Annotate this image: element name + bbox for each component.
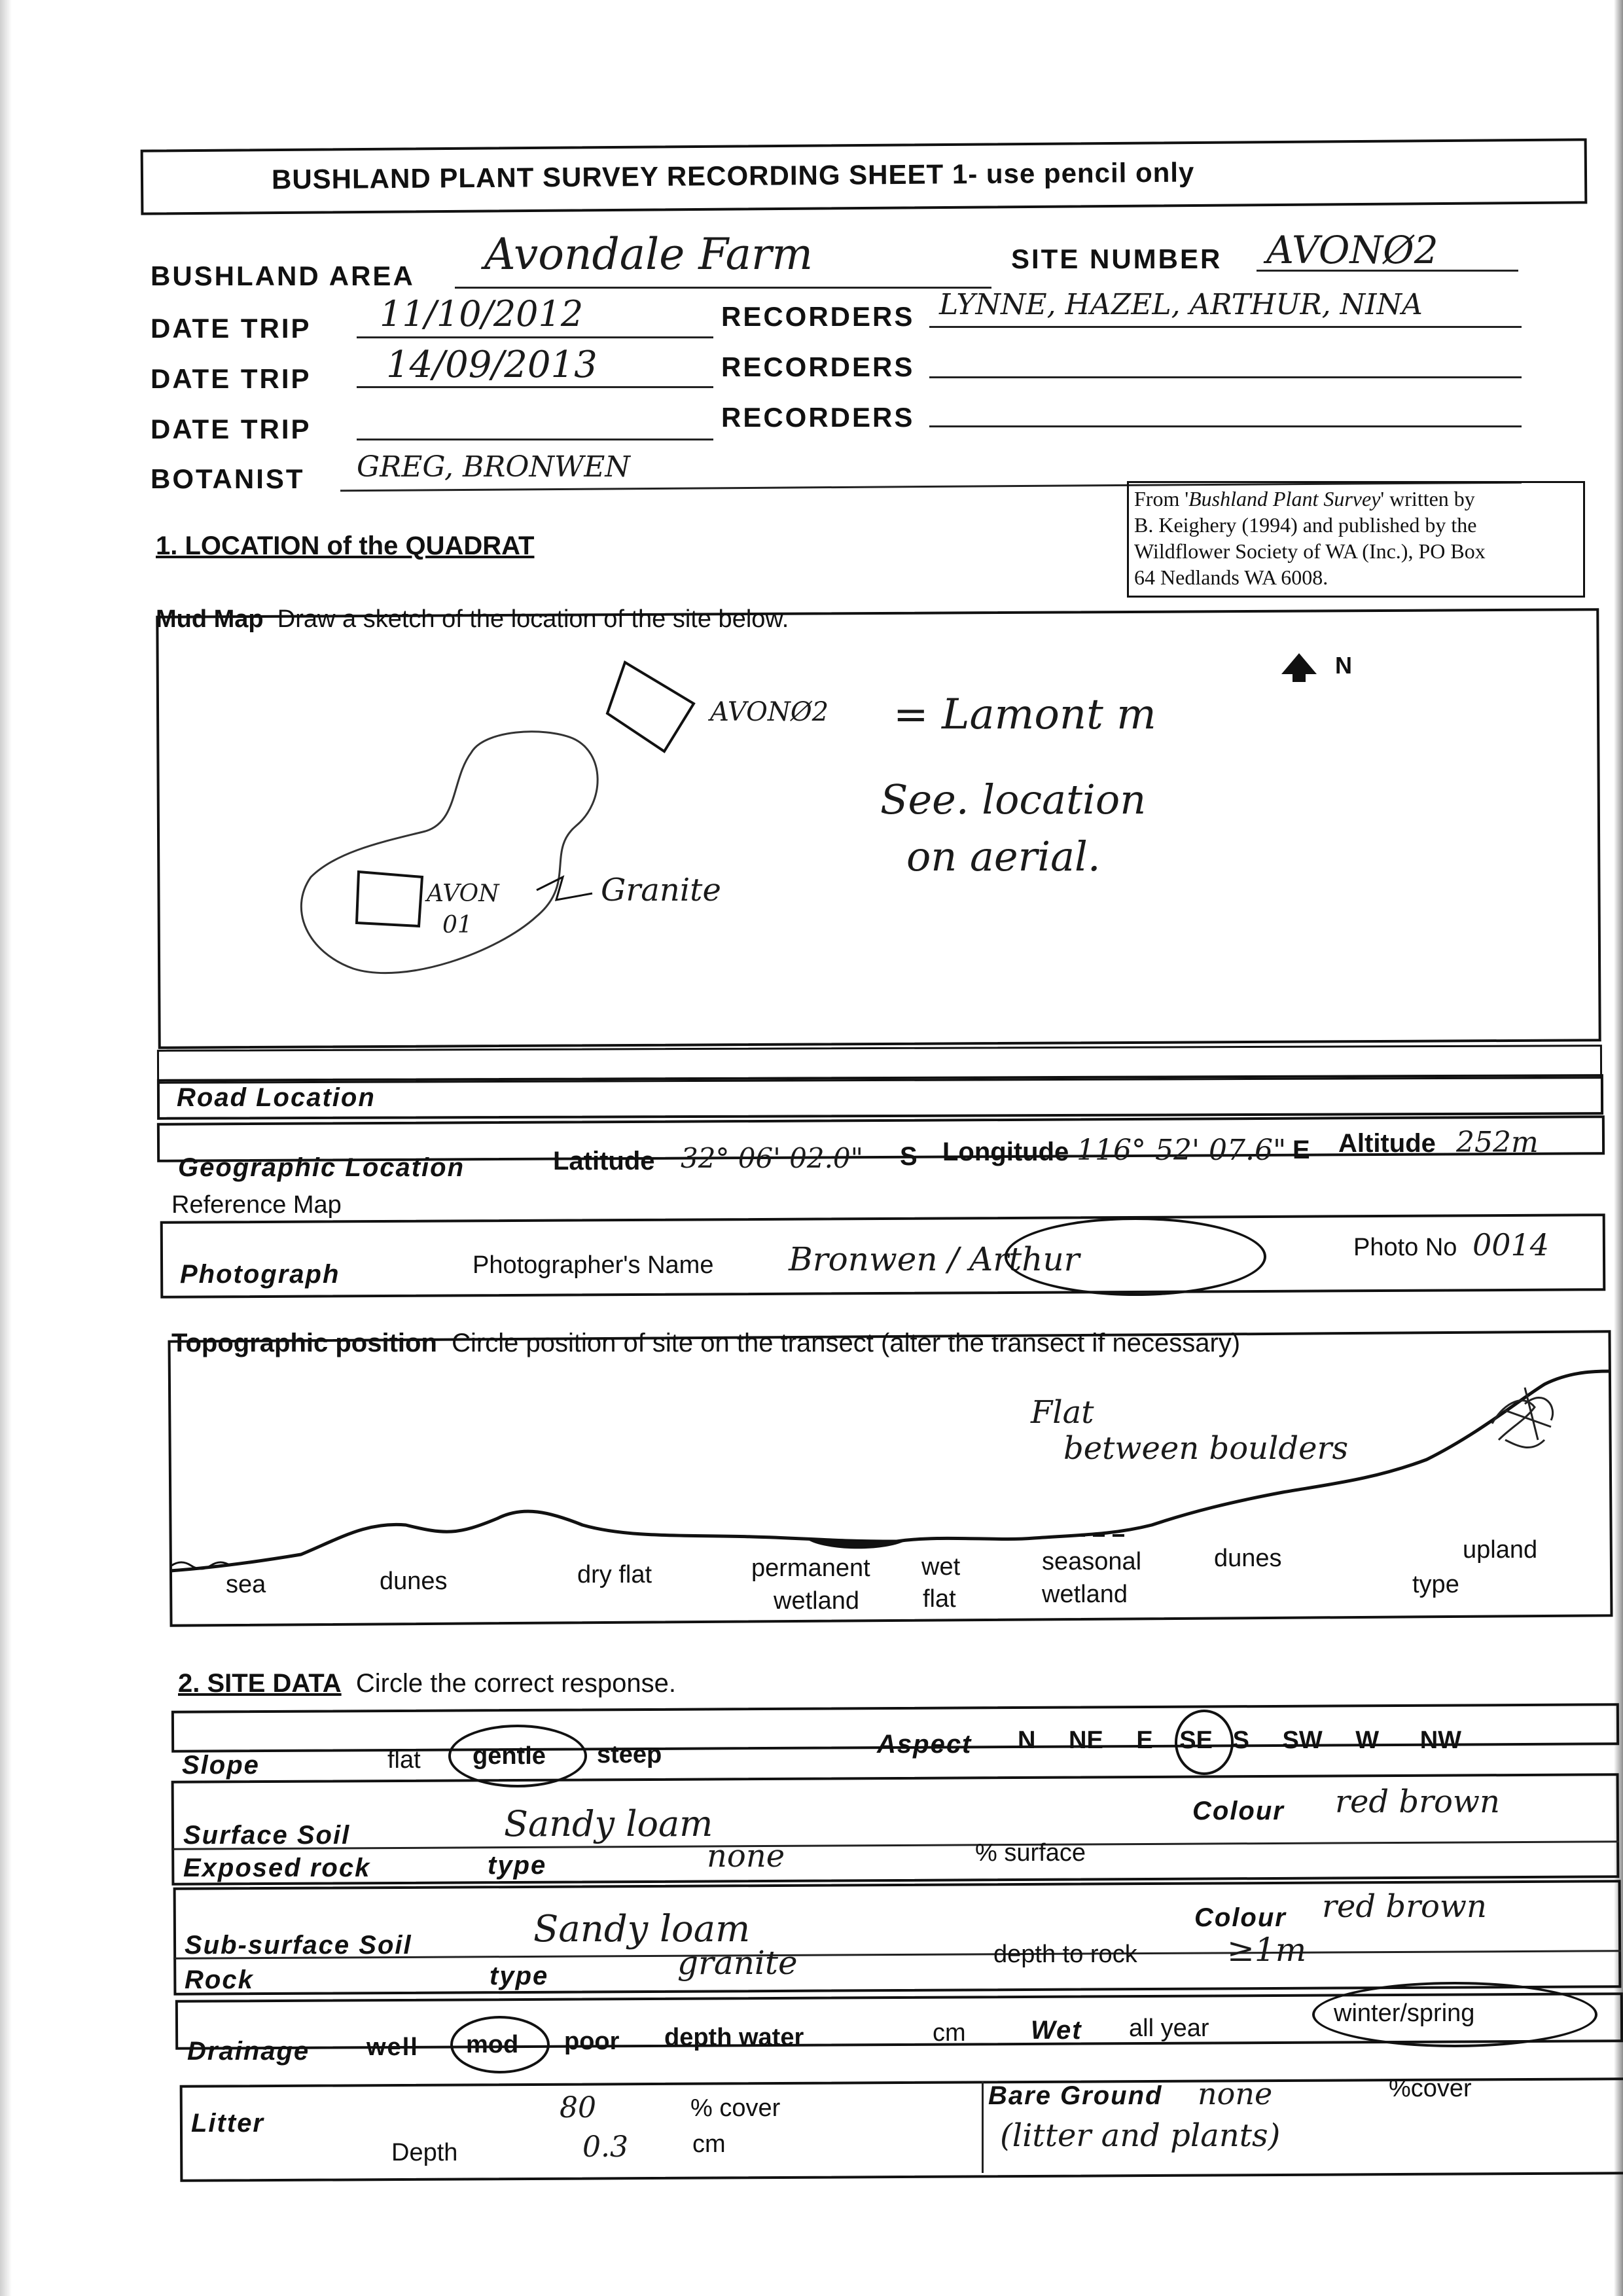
depth-water-label: depth water bbox=[664, 2024, 804, 2051]
aspect-nw[interactable]: NW bbox=[1419, 1727, 1462, 1754]
latitude-value: 32° 06' 02.0" bbox=[681, 1142, 863, 1174]
photo-no-value: 0014 bbox=[1472, 1227, 1550, 1263]
date-trip-line-2[interactable] bbox=[357, 386, 713, 388]
site-number-label: SITE NUMBER bbox=[1011, 243, 1222, 274]
latitude-direction: S bbox=[900, 1142, 918, 1171]
recorders-label-2: RECORDERS bbox=[721, 351, 915, 382]
photographer-circle bbox=[1005, 1217, 1266, 1296]
aspect-s[interactable]: S bbox=[1232, 1727, 1249, 1754]
date-trip-value-1: 11/10/2012 bbox=[380, 293, 584, 334]
aspect-label: Aspect bbox=[877, 1730, 972, 1759]
aspect-ne[interactable]: NE bbox=[1069, 1727, 1103, 1754]
aspect-options[interactable] bbox=[1018, 1727, 1461, 1755]
credit-text: From 'Bushland Plant Survey' written by B. Keighery (1994) and published by the Wildflower Society of WA (Inc.), PO Box 64 Nedlands WA 6008. bbox=[1134, 487, 1486, 589]
bare-ground-value: none bbox=[1198, 2076, 1273, 2111]
subsurface-soil-label: Sub-surface Soil bbox=[185, 1931, 412, 1960]
aspect-n[interactable]: N bbox=[1018, 1727, 1036, 1754]
area-label: BUSHLAND AREA bbox=[151, 260, 415, 291]
slope-option-steep[interactable]: steep bbox=[597, 1741, 662, 1768]
mud-map-label: Mud Map Draw a sketch of the location of the site below. bbox=[156, 605, 789, 633]
transect-label-permanent: permanent bbox=[751, 1554, 870, 1582]
transect-label-type: type bbox=[1412, 1571, 1459, 1598]
transect-label-seasonal: seasonal bbox=[1042, 1548, 1142, 1575]
subsurface-colour-label: Colour bbox=[1194, 1903, 1287, 1932]
recorders-label-3: RECORDERS bbox=[721, 402, 915, 433]
topo-note-line2: between boulders bbox=[1063, 1430, 1349, 1467]
transect-label-dunes-2: dunes bbox=[1214, 1545, 1282, 1572]
drainage-selected-circle bbox=[450, 2016, 550, 2073]
drainage-option-mod[interactable]: mod bbox=[466, 2031, 519, 2058]
recorders-line-1[interactable] bbox=[929, 326, 1522, 328]
botanist-label: BOTANIST bbox=[151, 463, 305, 494]
aspect-selected-circle bbox=[1175, 1710, 1234, 1775]
botanist-value: GREG, BRONWEN bbox=[357, 450, 630, 484]
recorders-value-1: LYNNE, HAZEL, ARTHUR, NINA bbox=[939, 288, 1423, 321]
drainage-option-well[interactable]: well bbox=[366, 2034, 419, 2061]
recorders-line-3[interactable] bbox=[929, 425, 1522, 427]
transect-label-dry-flat: dry flat bbox=[577, 1561, 652, 1588]
depth-to-rock-label: depth to rock bbox=[993, 1941, 1137, 1968]
geographic-location-label: Geographic Location bbox=[178, 1153, 465, 1182]
date-trip-label-2: DATE TRIP bbox=[151, 363, 312, 394]
site-number-value: AVONØ2 bbox=[1266, 228, 1438, 272]
depth-water-unit: cm bbox=[933, 2019, 966, 2047]
sketch-site1-label: AVONØ2 bbox=[710, 697, 829, 727]
transect-label-sea: sea bbox=[226, 1571, 266, 1598]
date-trip-line-3[interactable] bbox=[357, 439, 713, 440]
drainage-label: Drainage bbox=[187, 2037, 310, 2066]
longitude-label: Longitude bbox=[942, 1138, 1069, 1166]
topographic-label: Topographic position Circle position of site on the transect (alter the transect if necessary) bbox=[171, 1329, 1241, 1357]
drainage-option-poor[interactable]: poor bbox=[564, 2028, 620, 2055]
surface-soil-value: Sandy loam bbox=[504, 1803, 713, 1844]
litter-value: 80 bbox=[560, 2091, 596, 2125]
sketch-granite-label: Granite bbox=[601, 872, 721, 908]
latitude-label: Latitude bbox=[553, 1147, 655, 1175]
depth-to-rock-value: ≥1m bbox=[1227, 1931, 1307, 1969]
litter-depth-label: Depth bbox=[391, 2139, 458, 2166]
litter-pct-cover-label: % cover bbox=[690, 2094, 781, 2122]
north-label: N bbox=[1335, 652, 1352, 679]
mud-map-box[interactable] bbox=[156, 608, 1601, 1049]
photographer-label: Photographer's Name bbox=[473, 1251, 714, 1279]
altitude-label: Altitude bbox=[1338, 1129, 1436, 1158]
page-title: BUSHLAND PLANT SURVEY RECORDING SHEET 1- use pencil only bbox=[271, 156, 1195, 195]
photograph-label: Photograph bbox=[180, 1260, 340, 1289]
area-field-line[interactable] bbox=[455, 287, 991, 289]
date-trip-value-2: 14/09/2013 bbox=[386, 344, 597, 386]
bare-ground-label: Bare Ground bbox=[988, 2081, 1163, 2110]
transect-label-flat: flat bbox=[923, 1585, 956, 1613]
transect-label-wet: wet bbox=[921, 1553, 961, 1581]
aspect-sw[interactable]: SW bbox=[1282, 1727, 1323, 1754]
subsurface-soil-value: Sandy loam bbox=[533, 1908, 751, 1950]
aspect-se[interactable]: SE bbox=[1179, 1727, 1213, 1754]
slope-label: Slope bbox=[182, 1751, 260, 1780]
area-value: Avondale Farm bbox=[484, 229, 813, 279]
wet-label: Wet bbox=[1031, 2016, 1082, 2045]
wet-option-all-year[interactable]: all year bbox=[1129, 2015, 1209, 2042]
sketch-site2-label: AVON bbox=[427, 880, 499, 907]
sketch-site2-num: 01 bbox=[442, 912, 473, 939]
exposed-rock-type-value: none bbox=[707, 1838, 785, 1874]
sketch-note-line2: on aerial. bbox=[906, 833, 1101, 880]
exposed-rock-type-label: type bbox=[488, 1851, 547, 1880]
wet-option-winter-spring[interactable]: winter/spring bbox=[1334, 2000, 1475, 2027]
aspect-w[interactable]: W bbox=[1355, 1727, 1380, 1754]
sketch-note-line1: See. location bbox=[880, 776, 1147, 823]
litter-label: Litter bbox=[191, 2109, 264, 2138]
surface-colour-label: Colour bbox=[1192, 1797, 1285, 1825]
transect-label-wetland-1: wetland bbox=[774, 1587, 859, 1615]
longitude-direction: E bbox=[1293, 1136, 1310, 1164]
slope-option-flat[interactable]: flat bbox=[387, 1746, 421, 1774]
photographer-value: Bronwen / Arthur bbox=[789, 1240, 1080, 1278]
litter-divider bbox=[982, 2081, 984, 2173]
date-trip-label-1: DATE TRIP bbox=[151, 313, 312, 344]
date-trip-line-1[interactable] bbox=[357, 336, 713, 338]
bare-ground-note: (litter and plants) bbox=[1000, 2117, 1281, 2154]
transect-label-upland: upland bbox=[1463, 1536, 1538, 1564]
page-edge-left bbox=[0, 0, 12, 2296]
exposed-rock-pct-label: % surface bbox=[975, 1839, 1086, 1867]
exposed-rock-label: Exposed rock bbox=[183, 1854, 371, 1882]
rock-type-label: type bbox=[490, 1962, 549, 1990]
road-location-label: Road Location bbox=[177, 1083, 376, 1112]
transect-label-dunes-1: dunes bbox=[380, 1568, 448, 1595]
section-1-heading: 1. LOCATION of the QUADRAT bbox=[156, 531, 535, 560]
litter-depth-value: 0.3 bbox=[582, 2130, 628, 2164]
wet-selected-circle bbox=[1312, 1982, 1597, 2047]
subsurface-colour-value: red brown bbox=[1322, 1888, 1487, 1925]
reference-map-label: Reference Map bbox=[171, 1191, 342, 1219]
aspect-e[interactable]: E bbox=[1136, 1727, 1153, 1754]
slope-selected-circle bbox=[448, 1725, 587, 1787]
recorders-line-2[interactable] bbox=[929, 376, 1522, 378]
longitude-value: 116° 52' 07.6" bbox=[1077, 1134, 1287, 1167]
litter-depth-unit: cm bbox=[692, 2130, 726, 2158]
recorders-label-1: RECORDERS bbox=[721, 301, 915, 332]
bare-ground-cover-label: %cover bbox=[1389, 2075, 1472, 2102]
photo-no-label: Photo No bbox=[1353, 1234, 1457, 1261]
topo-note-line1: Flat bbox=[1031, 1394, 1094, 1431]
transect-label-wetland-2: wetland bbox=[1042, 1581, 1128, 1608]
surface-soil-label: Surface Soil bbox=[183, 1821, 351, 1850]
rock-label: Rock bbox=[185, 1965, 254, 1994]
date-trip-label-3: DATE TRIP bbox=[151, 414, 312, 444]
surface-colour-value: red brown bbox=[1335, 1784, 1500, 1820]
slope-option-gentle[interactable]: gentle bbox=[473, 1742, 546, 1770]
altitude-value: 252m bbox=[1456, 1126, 1539, 1159]
sketch-equals-text: = Lamont m bbox=[893, 691, 1156, 739]
rock-type-value: granite bbox=[677, 1944, 798, 1982]
section-2-heading: 2. SITE DATA Circle the correct response. bbox=[178, 1669, 676, 1698]
